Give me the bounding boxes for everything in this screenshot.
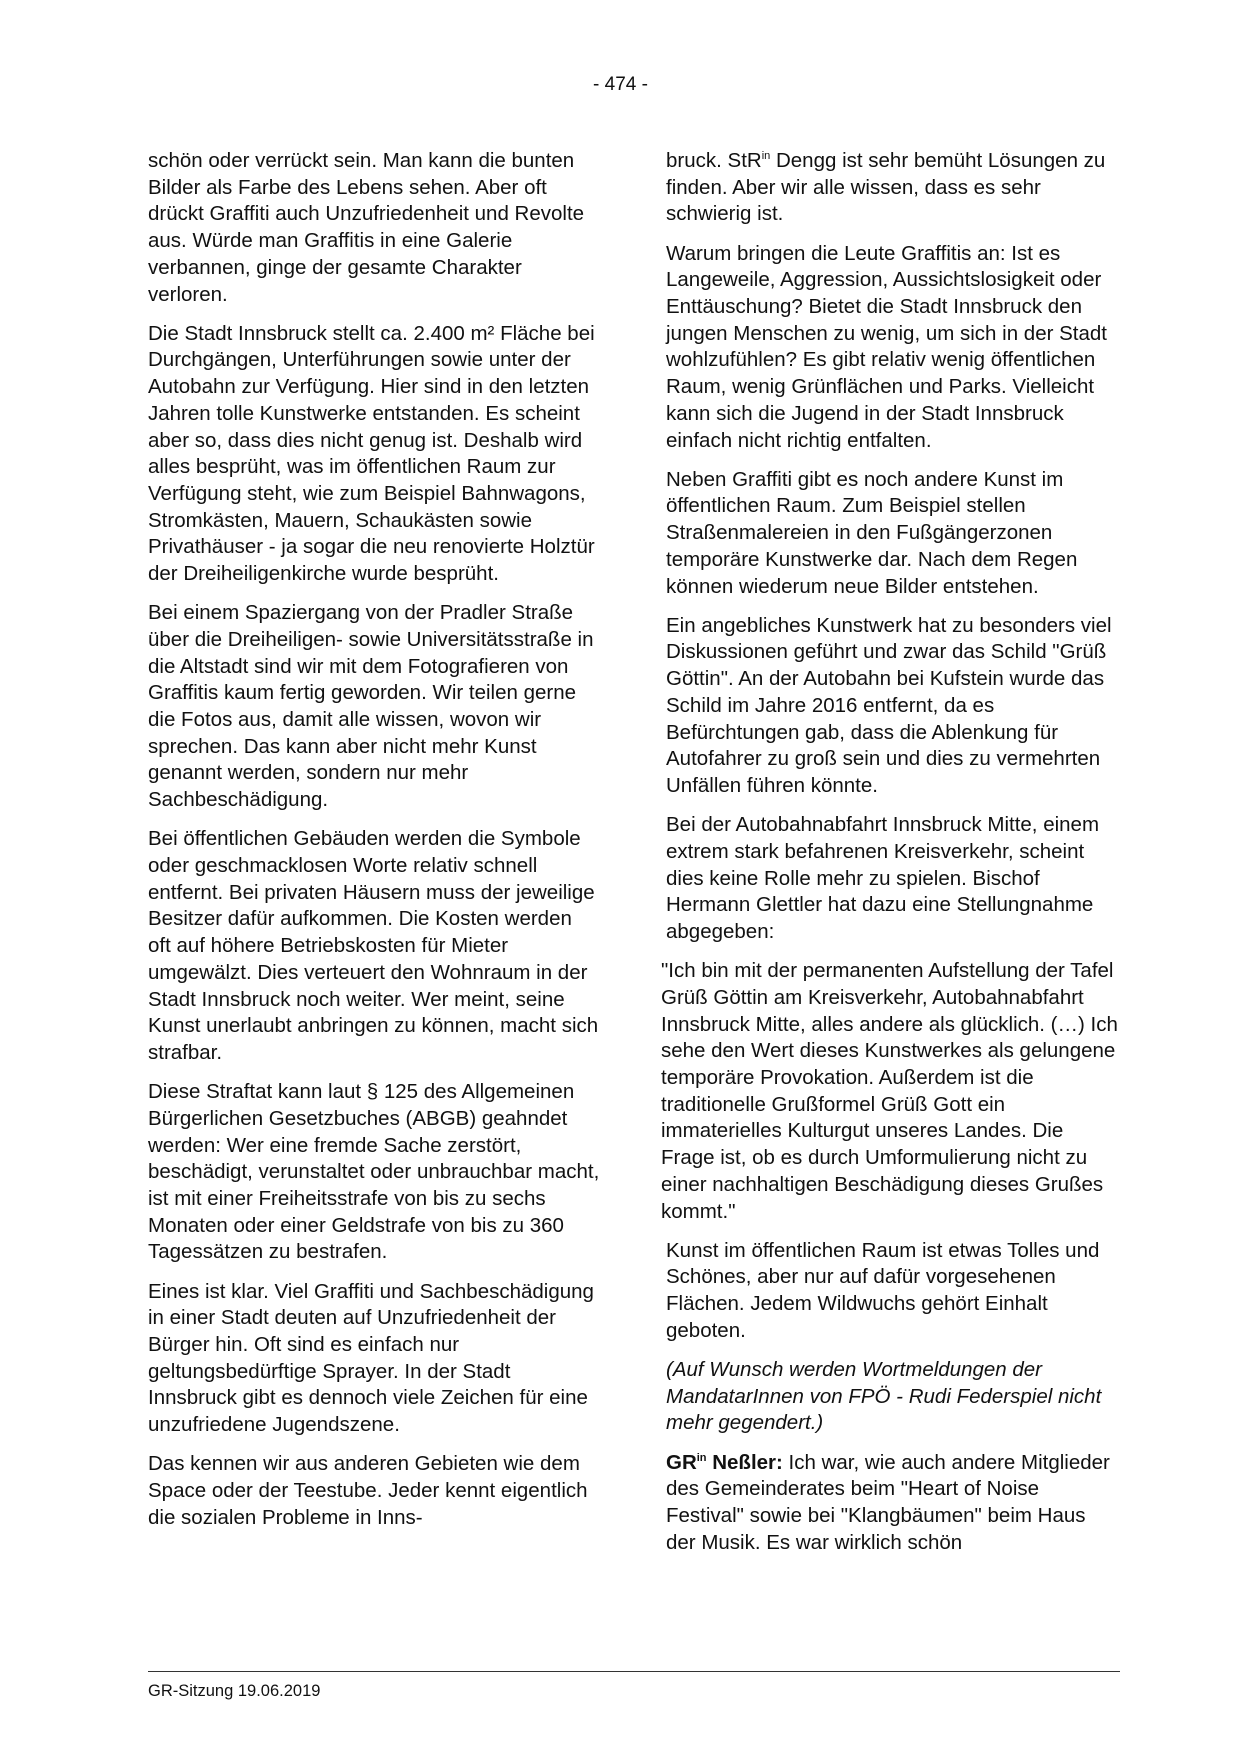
paragraph: Bei der Autobahnabfahrt Innsbruck Mitte, einem extrem stark befahrenen Kreisverkehr, scheint dies keine Rolle mehr zu spielen. Bischof Hermann Glettler hat dazu eine Stellungnahme abgegeben: bbox=[666, 813, 1100, 943]
text-run: bruck. StR bbox=[666, 149, 762, 172]
paragraph: Kunst im öffentlichen Raum ist etwas Tolles und Schönes, aber nur auf dafür vorgesehenen Flächen. Jedem Wildwuchs gehört Einhalt geboten. bbox=[666, 1238, 1100, 1342]
paragraph: Das kennen wir aus anderen Gebieten wie dem Space oder der Teestube. Jeder kennt eigentlich die sozialen Probleme in Inns- bbox=[148, 1452, 588, 1529]
page-number: - 474 - bbox=[593, 74, 648, 95]
paragraph: Die Stadt Innsbruck stellt ca. 2.400 m² Fläche bei Durchgängen, Unterführungen sowie unter der Autobahn zur Verfügung. Hier sind in den letzten Jahren tolle Kunstwerke entstanden. Es scheint aber so, dass dies nicht genug ist. Deshalb wird alles besprüht, was im öffentlichen Raum zur Verfügung steht, wie zum Beispiel Bahnwagons, Stromkästen, Mauern, Schaukästen sowie Privathäuser - ja sogar die neu renovierte Holztür der Dreiheiligenkirche wurde besprüht. bbox=[148, 321, 595, 586]
paragraph: schön oder verrückt sein. Man kann die bunten Bilder als Farbe des Lebens sehen. Aber oft drückt Graffiti auch Unzufriedenheit und Revolte aus. Würde man Graffitis in eine Galerie verbannen, ginge der gesamte Charakter verloren. bbox=[148, 149, 585, 306]
paragraph: Diese Straftat kann laut § 125 des Allgemeinen Bürgerlichen Gesetzbuches (ABGB) geahndet werden: Wer eine fremde Sache zerstört, beschädigt, verunstaltet oder unbrauchbar macht, ist mit einer Freiheitsstrafe von bis zu sechs Monaten oder einer Geldstrafe von bis zu 360 Tagessätzen zu bestrafen. bbox=[148, 1080, 600, 1264]
quotation: "Ich bin mit der permanenten Aufstellung der Tafel Grüß Göttin am Kreisverkehr, Autobahnabfahrt Innsbruck Mitte, alles andere als glücklich. (…) Ich sehe den Wert dieses Kunstwerkes als gelungene temporäre Provokation. Außerdem ist die traditionelle Grußformel Grüß Gott ein immaterielles Kulturgut unseres Landes. Die Frage ist, ob es durch Umformulierung nicht zu einer nachhaltigen Beschädigung dieses Grußes kommt." bbox=[661, 959, 1118, 1223]
right-column bbox=[661, 148, 1118, 1569]
paragraph bbox=[666, 148, 1118, 228]
text-run: Dengg ist sehr bemüht Lösungen zu finden. Aber wir alle wissen, dass es sehr schwierig ist. bbox=[666, 149, 1106, 226]
speaker-name: Neßler: bbox=[706, 1450, 783, 1474]
paragraph: Warum bringen die Leute Graffitis an: Ist es Langeweile, Aggression, Aussichtslosigkeit oder Enttäuschung? Bietet die Stadt Innsbruck den jungen Menschen zu wenig, um sich in der Stadt wohlzufühlen? Es gibt relativ wenig öffentlichen Raum, wenig Grünflächen und Parks. Vielleicht kann sich die Jugend in der Stadt Innsbruck einfach nicht richtig entfalten. bbox=[666, 241, 1108, 452]
paragraph: Bei öffentlichen Gebäuden werden die Symbole oder geschmacklosen Worte relativ schnell entfernt. Bei privaten Häusern muss der jeweilige Besitzer dafür aufkommen. Die Kosten werden oft auf höhere Betriebskosten für Mieter umgewälzt. Dies verteuert den Wohnraum in der Stadt Innsbruck noch weiter. Wer meint, seine Kunst unerlaubt anbringen zu können, macht sich strafbar. bbox=[148, 827, 599, 1064]
footer-divider bbox=[148, 1671, 1120, 1672]
paragraph: Eines ist klar. Viel Graffiti und Sachbeschädigung in einer Stadt deuten auf Unzufriedenheit der Bürger hin. Oft sind es einfach nur geltungsbedürftige Sprayer. In der Stadt Innsbruck gibt es dennoch viele Zeichen für eine unzufriedene Jugendszene. bbox=[148, 1279, 594, 1437]
speaker-text: Ich war, wie auch andere Mitglieder des Gemeinderates beim "Heart of Noise Festival" sowie bei "Klangbäumen" beim Haus der Musik. Es war wirklich schön bbox=[666, 1450, 1110, 1554]
speaker-label bbox=[666, 1451, 783, 1474]
paragraph: Neben Graffiti gibt es noch andere Kunst im öffentlichen Raum. Zum Beispiel stellen Straßenmalereien in den Fußgängerzonen temporäre Kunstwerke dar. Nach dem Regen können wiederum neue Bilder entstehen. bbox=[666, 467, 1078, 598]
superscript: in bbox=[761, 150, 771, 162]
paragraph: Ein angebliches Kunstwerk hat zu besonders viel Diskussionen geführt und zwar das Schild "Grüß Göttin". An der Autobahn bei Kufstein wurde das Schild im Jahre 2016 entfernt, da es Befürchtungen gab, dass die Ablenkung für Autofahrer zu groß sein und dies zu vermehrten Unfällen führen könnte. bbox=[666, 613, 1112, 797]
editorial-note: (Auf Wunsch werden Wortmeldungen der MandatarInnen von FPÖ - Rudi Federspiel nicht mehr gegendert.) bbox=[666, 1358, 1102, 1435]
footer-session-date: GR-Sitzung 19.06.2019 bbox=[148, 1682, 321, 1700]
superscript: in bbox=[696, 1451, 707, 1464]
speaker-title: GR bbox=[666, 1450, 697, 1474]
paragraph: Bei einem Spaziergang von der Pradler Straße über die Dreiheiligen- sowie Universitätsstraße in die Altstadt sind wir mit dem Fotografieren von Graffitis kaum fertig geworden. Wir teilen gerne die Fotos aus, damit alle wissen, wovon wir sprechen. Das kann aber nicht mehr Kunst genannt werden, sondern nur mehr Sachbeschädigung. bbox=[148, 601, 594, 812]
left-column bbox=[148, 148, 600, 1544]
speaker-paragraph bbox=[666, 1450, 1118, 1557]
